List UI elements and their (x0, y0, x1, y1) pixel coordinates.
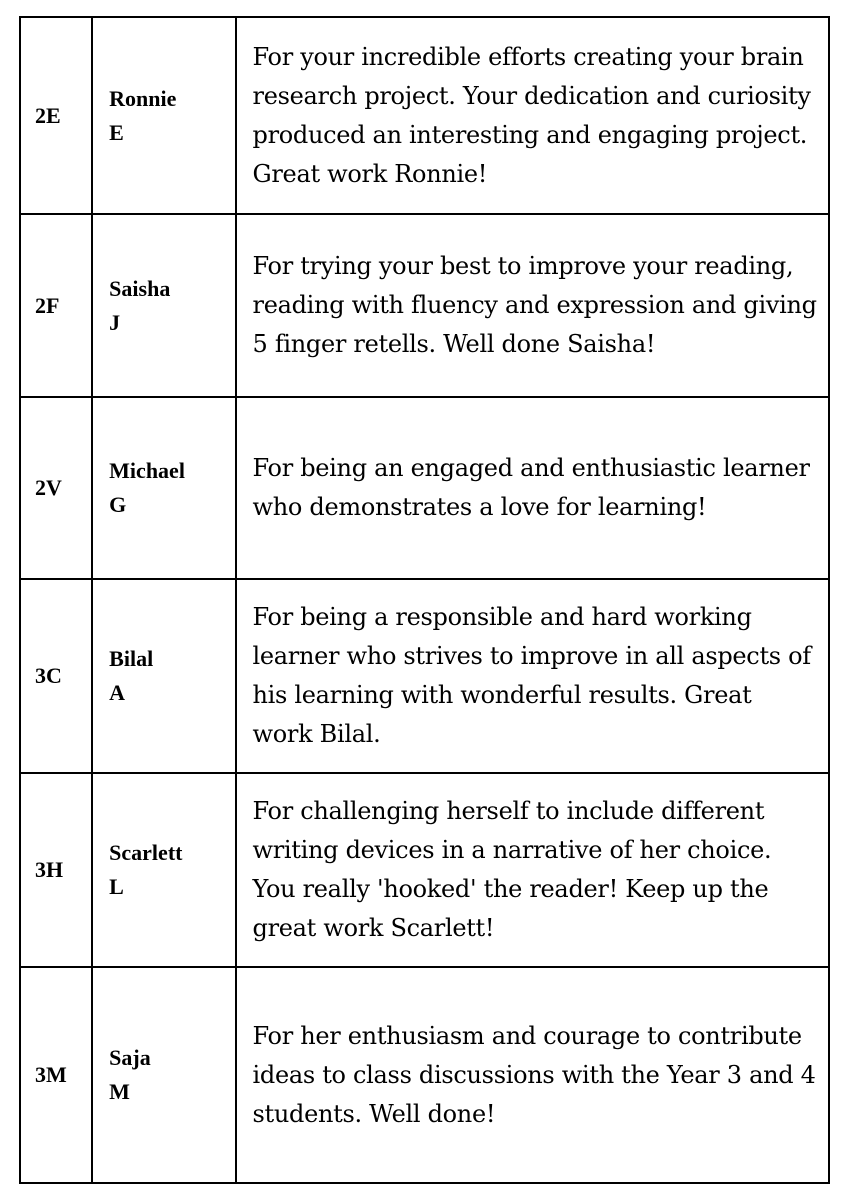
award-description: For your incredible efforts creating your brain research project. Your dedication and curiosity produced an interesting and engaging project. Great work Ronnie! (236, 17, 829, 214)
student-name-cell (92, 773, 235, 967)
student-first-name: Saja (109, 1045, 151, 1070)
student-name-cell (92, 967, 235, 1183)
table-row (20, 967, 829, 1183)
award-description: For her enthusiasm and courage to contribute ideas to class discussions with the Year 3 and 4 students. Well done! (236, 967, 829, 1183)
table-row (20, 579, 829, 773)
student-initial: L (109, 874, 124, 899)
table-row (20, 773, 829, 967)
student-name-cell (92, 579, 235, 773)
student-initial: G (109, 492, 127, 517)
student-name-cell (92, 214, 235, 397)
award-description: For being an engaged and enthusiastic learner who demonstrates a love for learning! (236, 397, 829, 579)
award-description: For trying your best to improve your reading, reading with fluency and expression and giving 5 finger retells. Well done Saisha! (236, 214, 829, 397)
award-description: For being a responsible and hard working learner who strives to improve in all aspects of his learning with wonderful results. Great work Bilal. (236, 579, 829, 773)
table-row (20, 17, 829, 214)
student-first-name: Scarlett (109, 840, 183, 865)
student-first-name: Ronnie (109, 85, 177, 111)
student-initial: E (109, 119, 124, 145)
student-name-cell (92, 397, 235, 579)
table-row (20, 397, 829, 579)
student-name-cell (92, 17, 235, 214)
class-cell: 3M (20, 967, 92, 1183)
student-first-name: Bilal (109, 646, 154, 671)
class-cell: 2F (20, 214, 92, 397)
award-description: For challenging herself to include different writing devices in a narrative of her choice. You really 'hooked' the reader! Keep up the great work Scarlett! (236, 773, 829, 967)
table-row (20, 214, 829, 397)
class-cell: 3H (20, 773, 92, 967)
awards-table (19, 16, 830, 1184)
student-initial: M (109, 1079, 130, 1104)
class-cell: 2E (20, 17, 92, 214)
student-first-name: Saisha (109, 275, 171, 301)
student-initial: A (109, 680, 126, 705)
student-first-name: Michael (109, 458, 185, 483)
class-cell: 3C (20, 579, 92, 773)
student-initial: J (109, 309, 121, 335)
class-cell: 2V (20, 397, 92, 579)
